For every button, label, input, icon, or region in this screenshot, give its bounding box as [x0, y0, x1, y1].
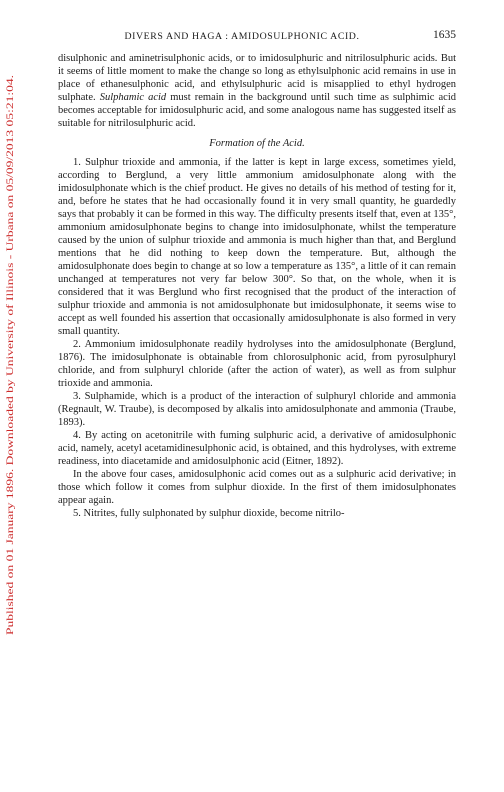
page-content — [58, 30, 456, 520]
intro-paragraph — [58, 52, 456, 130]
body-paragraph-2: 2. Ammonium imidosulphonate readily hydrolyses into the amidosulphonate (Berglund, 1876). The imidosulphonate is obtainable from chlorosulphonic acid, from pyrosulphuryl chloride, and from sulphuryl chloride (after the action of water), as well as from sulphur trioxide and ammonia. — [58, 339, 456, 389]
body-paragraph-6: 5. Nitrites, fully sulphonated by sulphur dioxide, become nitrilo- — [73, 508, 345, 519]
body-paragraph-1: 1. Sulphur trioxide and ammonia, if the latter is kept in large excess, sometimes yield, according to Berglund, a very little ammonium amidosulphonate along with the imidosulphonate which is the chief product. He gives no details of his method of testing for it, and, before he states that he had occasionally found it in very small quantity, he guardedly says that probably it can be formed in this way. The difficulty presents itself that, even at 135°, ammonium amidosulphonate begins to change into imidosulphonate, whilst the temperature caused by the union of sulphur trioxide and ammonia is much higher than that, and Berglund mentions that he did nothing to keep down the temperature. But, although the amidosulphonate does begin to change at so low a temperature as 135°, a little of it can remain unchanged at temperatures not very far below 300°. So that, on the whole, when it is considered that it was Berglund who first recognised that the product of the interaction of sulphur trioxide and ammonia is not amidosulphonate but imidosulphonate, it seems wise to accept as well founded his assertion that occasionally amidosulphonate is also formed in very small quantity. — [58, 157, 456, 337]
running-title: DIVERS AND HAGA : AMIDOSULPHONIC ACID. — [124, 31, 360, 42]
body-paragraph-5: In the above four cases, amidosulphonic acid comes out as a sulphuric acid derivative; in those which follow it comes from sulphur dioxide. In the first of them imidosulphonates appear again. — [58, 469, 456, 506]
body-paragraph-4: 4. By acting on acetonitrile with fuming sulphuric acid, a derivative of amidosulphonic acid, namely, acetyl acetamidinesulphonic acid, is obtained, and this hydrolyses, with extreme readiness, into diacetamide and amidosulphonic acid (Eitner, 1892). — [58, 430, 456, 467]
intro-text-2: must remain in the background until such time as sulphimic acid becomes acceptable for imidosulphuric acid, and some analogous name has suggested itself as suitable for nitrilosulphuric acid. — [58, 92, 456, 129]
side-watermark — [2, 40, 18, 640]
body-paragraph-3: 3. Sulphamide, which is a product of the interaction of sulphuryl chloride and ammonia (Regnault, W. Traube), is decomposed by alkalis into amidosulphonate and ammonia (Traube, 1893). — [58, 391, 456, 428]
intro-emphasis: Sulphamic acid — [99, 92, 167, 103]
running-header — [58, 30, 456, 44]
watermark-text: Published on 01 January 1896. Downloaded by University of Illinois - Urbana on 05/09/2013 05:21:04. — [5, 237, 16, 635]
section-heading: Formation of the Acid. — [209, 138, 305, 149]
page-number: 1635 — [433, 29, 456, 41]
intro-text-1: disulphonic and aminetrisulphonic acids, or to imidosulphuric and nitrilosulphuric acids. But it seems of little moment to make the change so long as ethylsulphonic acid remains in use in place of ethanesulphonic acid, and ethylsulphuric acid is misapplied to ethyl hydrogen sulphate. — [58, 53, 456, 103]
